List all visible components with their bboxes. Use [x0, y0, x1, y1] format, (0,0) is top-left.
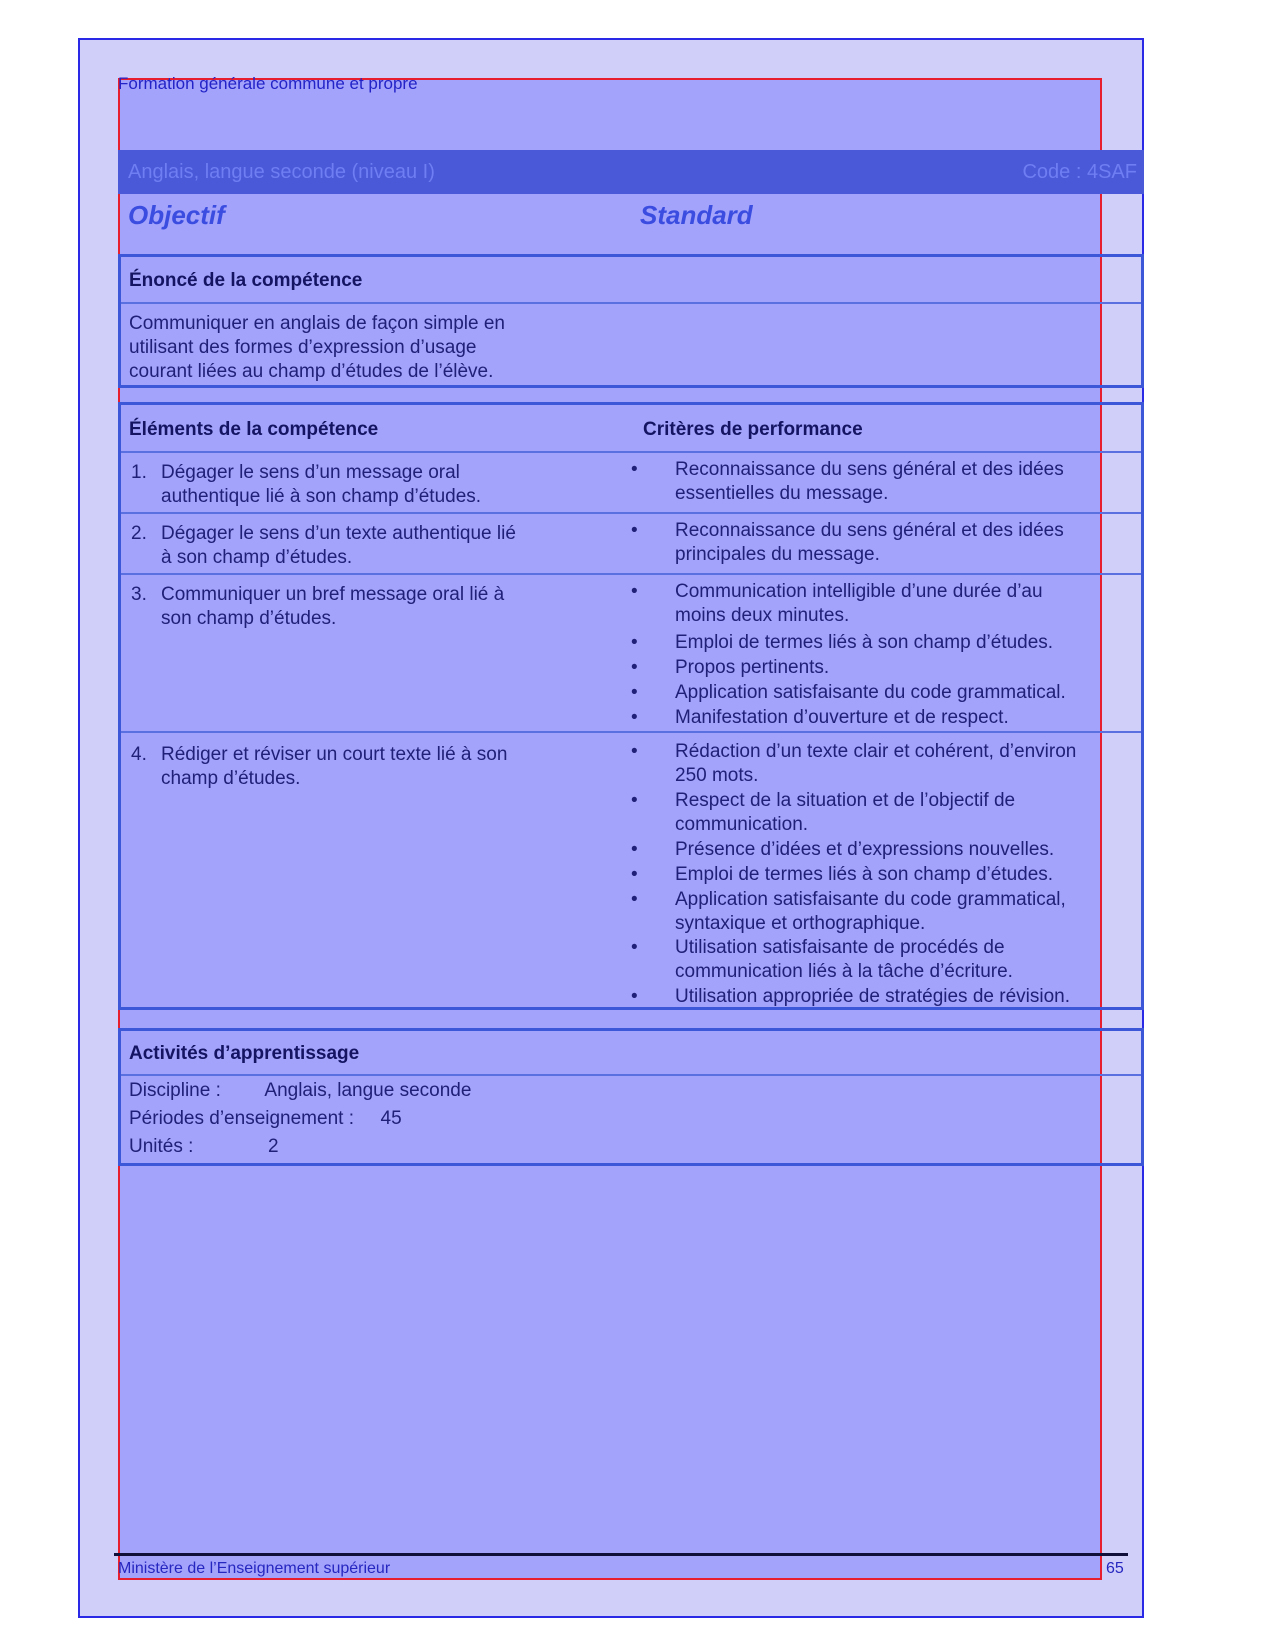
criterion-line: Reconnaissance du sens général et des idées	[675, 459, 1064, 480]
criterion-line: Reconnaissance du sens général et des idées	[675, 520, 1064, 541]
element-line: Dégager le sens d’un texte authentique lié	[161, 523, 516, 544]
bullet-icon: •	[631, 581, 638, 602]
units-label: Unités :	[129, 1136, 194, 1157]
criterion-line: Rédaction d’un texte clair et cohérent, d’environ	[675, 741, 1077, 762]
criterion-text	[675, 458, 1115, 506]
periods-label: Périodes d’enseignement :	[129, 1108, 354, 1129]
bullet-icon: •	[631, 889, 638, 910]
page-number: 65	[1106, 1560, 1124, 1577]
criterion-text: Manifestation d’ouverture et de respect.	[675, 707, 1009, 728]
criterion-text	[675, 789, 1115, 837]
footer-publisher: Ministère de l’Enseignement supérieur	[118, 1560, 391, 1577]
criterion-line: Respect de la situation et de l’objectif de	[675, 790, 1016, 811]
criterion-text: Propos pertinents.	[675, 657, 830, 678]
criterion-text: Utilisation appropriée de stratégies de révision.	[675, 986, 1070, 1007]
bullet-icon: •	[631, 839, 638, 860]
bullet-icon: •	[631, 682, 638, 703]
criterion-line: essentielles du message.	[675, 483, 889, 504]
element-line: Rédiger et réviser un court texte lié à son	[161, 744, 508, 765]
bullet-icon: •	[631, 864, 638, 885]
bullet-icon: •	[631, 520, 638, 541]
units-value: 2	[267, 1136, 279, 1157]
discipline-value: Anglais, langue seconde	[264, 1080, 472, 1101]
statement-line: Communiquer en anglais de façon simple en	[129, 313, 505, 334]
criteria-column-header: Critères de performance	[643, 419, 863, 440]
element-line: Dégager le sens d’un message oral	[161, 462, 460, 483]
criterion-text	[675, 580, 1115, 628]
element-line: Communiquer un bref message oral lié à	[161, 584, 505, 605]
criterion-text: Présence d’idées et d’expressions nouvelles.	[675, 839, 1055, 860]
bullet-icon: •	[631, 741, 638, 762]
criterion-line: communication liés à la tâche d’écriture.	[675, 961, 1013, 982]
statement-label: Énoncé de la compétence	[129, 270, 363, 291]
criterion-line: communication.	[675, 814, 809, 835]
element-text	[161, 522, 561, 570]
criterion-text	[675, 888, 1115, 936]
element-number: 1.	[131, 462, 147, 483]
bullet-icon: •	[631, 937, 638, 958]
element-number: 2.	[131, 523, 147, 544]
criterion-text	[675, 740, 1115, 788]
table-row	[121, 731, 1141, 1007]
course-code: Code : 4SAF	[1022, 161, 1137, 183]
bullet-icon: •	[631, 459, 638, 480]
bullet-icon: •	[631, 986, 638, 1007]
criterion-text: Emploi de termes liés à son champ d’études.	[675, 632, 1054, 653]
table-row	[121, 451, 1141, 507]
divider	[121, 302, 1141, 304]
criterion-line: 250 mots.	[675, 765, 759, 786]
criterion-line: moins deux minutes.	[675, 605, 850, 626]
criterion-line: Communication intelligible d’une durée d’au	[675, 581, 1043, 602]
criterion-text: Emploi de termes liés à son champ d’études.	[675, 864, 1054, 885]
element-number: 3.	[131, 584, 147, 605]
discipline-label: Discipline :	[129, 1080, 221, 1101]
criterion-text	[675, 936, 1115, 984]
bullet-icon: •	[631, 790, 638, 811]
element-text	[161, 461, 561, 509]
criterion-line: Application satisfaisante du code grammatical,	[675, 889, 1066, 910]
discipline-row	[129, 1079, 471, 1103]
statement-line: utilisant des formes d’expression d’usage	[129, 337, 477, 358]
standard-heading: Standard	[640, 200, 753, 230]
footer-rule	[114, 1553, 1128, 1556]
element-line: authentique lié à son champ d’études.	[161, 486, 482, 507]
activities-label: Activités d’apprentissage	[129, 1043, 360, 1064]
running-header: Formation générale commune et propre	[118, 74, 418, 93]
bullet-icon: •	[631, 632, 638, 653]
activities-panel	[118, 1028, 1144, 1166]
statement-text	[129, 312, 609, 384]
table-row	[121, 512, 1141, 568]
bullet-icon: •	[631, 657, 638, 678]
periods-row	[129, 1107, 402, 1131]
periods-value: 45	[380, 1108, 402, 1129]
criterion-text	[675, 519, 1115, 567]
divider	[121, 1074, 1141, 1076]
criterion-text: Application satisfaisante du code grammatical.	[675, 682, 1066, 703]
element-line: son champ d’études.	[161, 608, 337, 629]
statement-line: courant liées au champ d’études de l’élève.	[129, 361, 494, 382]
element-number: 4.	[131, 744, 147, 765]
table-row	[121, 573, 1141, 728]
criterion-line: principales du message.	[675, 544, 880, 565]
criterion-line: Utilisation satisfaisante de procédés de	[675, 937, 1005, 958]
statement-panel	[118, 254, 1144, 388]
bullet-icon: •	[631, 707, 638, 728]
element-text	[161, 743, 561, 791]
element-text	[161, 583, 561, 631]
objective-heading: Objectif	[128, 200, 225, 230]
elements-panel	[118, 402, 1144, 1010]
element-line: à son champ d’études.	[161, 547, 353, 568]
criterion-line: syntaxique et orthographique.	[675, 913, 926, 934]
element-line: champ d’études.	[161, 768, 301, 789]
elements-column-header: Éléments de la compétence	[129, 419, 379, 440]
units-row	[129, 1135, 279, 1159]
course-title: Anglais, langue seconde (niveau I)	[128, 161, 435, 183]
